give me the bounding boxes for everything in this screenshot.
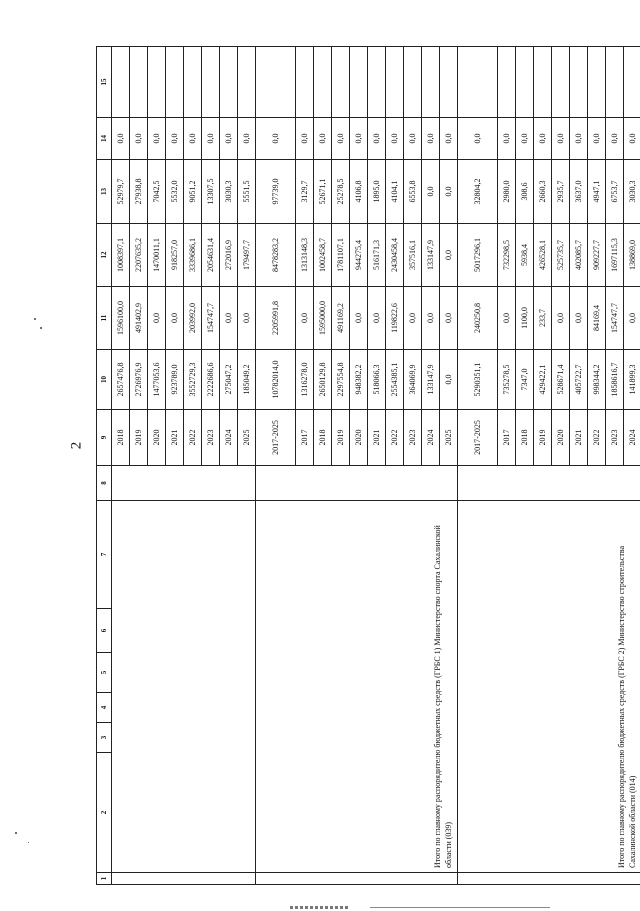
cell-col-15 xyxy=(148,47,166,118)
year-cell: 2020 xyxy=(552,410,570,466)
value-cell: 923789,0 xyxy=(166,350,184,410)
year-cell: 2021 xyxy=(368,410,386,466)
year-cell: 2024 xyxy=(422,410,440,466)
column-header: 14 xyxy=(97,118,112,160)
value-cell: 2054631,4 xyxy=(202,224,220,287)
value-cell: 7347,0 xyxy=(516,350,534,410)
value-cell: 0,0 xyxy=(440,350,458,410)
cell-col-15 xyxy=(184,47,202,118)
value-cell: 0,0 xyxy=(368,287,386,350)
value-cell: 0,0 xyxy=(256,118,296,160)
value-cell: 272016,9 xyxy=(220,224,238,287)
value-cell: 516171,3 xyxy=(368,224,386,287)
cell-col-15 xyxy=(606,47,624,118)
value-cell: 0,0 xyxy=(368,118,386,160)
value-cell: 0,0 xyxy=(296,287,314,350)
value-cell: 0,0 xyxy=(350,287,368,350)
column-header: 12 xyxy=(97,224,112,287)
value-cell: 402085,7 xyxy=(570,224,588,287)
year-cell: 2022 xyxy=(386,410,404,466)
value-cell: 1002458,7 xyxy=(314,224,332,287)
value-cell: 2650129,8 xyxy=(314,350,332,410)
value-cell: 528671,4 xyxy=(552,350,570,410)
cell-col-15 xyxy=(588,47,606,118)
scan-speck xyxy=(34,318,36,320)
value-cell: 0,0 xyxy=(166,287,184,350)
value-cell: 364069,9 xyxy=(404,350,422,410)
value-cell: 0,0 xyxy=(422,160,440,224)
value-cell: 1595000,0 xyxy=(314,287,332,350)
scan-speck xyxy=(15,832,17,834)
value-cell: 2980,0 xyxy=(498,160,516,224)
value-cell: 0,0 xyxy=(624,287,640,350)
scan-speck xyxy=(28,842,29,843)
year-cell: 2021 xyxy=(166,410,184,466)
value-cell: 0,0 xyxy=(440,287,458,350)
value-cell: 0,0 xyxy=(552,118,570,160)
cell-col-15 xyxy=(314,47,332,118)
value-cell: 0,0 xyxy=(498,287,516,350)
year-cell: 2018 xyxy=(516,410,534,466)
value-cell: 0,0 xyxy=(238,287,256,350)
value-cell: 525735,7 xyxy=(552,224,570,287)
value-cell: 518066,3 xyxy=(368,350,386,410)
value-cell: 4104,1 xyxy=(386,160,404,224)
value-cell: 1781107,1 xyxy=(332,224,350,287)
value-cell: 3030,3 xyxy=(220,160,238,224)
value-cell: 2660,3 xyxy=(534,160,552,224)
year-cell: 2017 xyxy=(296,410,314,466)
value-cell: 1316278,0 xyxy=(296,350,314,410)
cell-col-8 xyxy=(458,466,640,501)
value-cell: 998344,2 xyxy=(588,350,606,410)
value-cell: 2207635,2 xyxy=(130,224,148,287)
column-header: 3 xyxy=(97,723,112,753)
value-cell: 735278,5 xyxy=(498,350,516,410)
value-cell: 0,0 xyxy=(624,118,640,160)
value-cell: 0,0 xyxy=(534,118,552,160)
table-row xyxy=(112,47,130,885)
total-row xyxy=(256,47,296,885)
value-cell: 3637,0 xyxy=(570,160,588,224)
value-cell: 4947,1 xyxy=(588,160,606,224)
value-cell: 5532,0 xyxy=(166,160,184,224)
value-cell: 357516,1 xyxy=(404,224,422,287)
column-header: 10 xyxy=(97,350,112,410)
value-cell: 10782014,0 xyxy=(256,350,296,410)
year-cell: 2021 xyxy=(570,410,588,466)
value-cell: 0,0 xyxy=(404,287,422,350)
year-cell: 2022 xyxy=(588,410,606,466)
value-cell: 7042,5 xyxy=(148,160,166,224)
value-cell: 0,0 xyxy=(458,118,498,160)
cell-col-15 xyxy=(238,47,256,118)
value-cell: 0,0 xyxy=(422,118,440,160)
value-cell: 2297554,8 xyxy=(332,350,350,410)
cell-col-15 xyxy=(256,47,296,118)
value-cell: 133147,9 xyxy=(422,350,440,410)
column-header: 4 xyxy=(97,693,112,723)
cell-col-15 xyxy=(350,47,368,118)
value-cell: 308,6 xyxy=(516,160,534,224)
page-number: 2 xyxy=(68,441,85,450)
value-cell: 154747,7 xyxy=(202,287,220,350)
value-cell: 1596100,0 xyxy=(112,287,130,350)
year-cell: 2019 xyxy=(534,410,552,466)
value-cell: 1470011,1 xyxy=(148,224,166,287)
value-cell: 1477053,6 xyxy=(148,350,166,410)
section-label xyxy=(112,501,256,873)
value-cell: 491169,2 xyxy=(332,287,350,350)
cell-col-15 xyxy=(404,47,422,118)
cell-col-15 xyxy=(166,47,184,118)
year-cell: 2023 xyxy=(606,410,624,466)
value-cell: 732298,5 xyxy=(498,224,516,287)
value-cell: 203992,0 xyxy=(184,287,202,350)
cell-col-15 xyxy=(534,47,552,118)
value-cell: 52671,1 xyxy=(314,160,332,224)
value-cell: 5551,5 xyxy=(238,160,256,224)
value-cell: 6553,8 xyxy=(404,160,422,224)
value-cell: 179497,7 xyxy=(238,224,256,287)
year-cell: 2024 xyxy=(220,410,238,466)
value-cell: 948382,2 xyxy=(350,350,368,410)
value-cell: 0,0 xyxy=(350,118,368,160)
value-cell: 0,0 xyxy=(166,118,184,160)
year-cell: 2017-2025 xyxy=(458,410,498,466)
value-cell: 0,0 xyxy=(422,287,440,350)
year-cell: 2023 xyxy=(202,410,220,466)
value-cell: 1858616,7 xyxy=(606,350,624,410)
value-cell: 0,0 xyxy=(552,287,570,350)
value-cell: 0,0 xyxy=(184,118,202,160)
value-cell: 0,0 xyxy=(238,118,256,160)
year-cell: 2020 xyxy=(148,410,166,466)
total-row xyxy=(458,47,498,885)
cell-col-15 xyxy=(440,47,458,118)
value-cell: 1895,0 xyxy=(368,160,386,224)
value-cell: 25278,5 xyxy=(332,160,350,224)
value-cell: 2222686,6 xyxy=(202,350,220,410)
section-label: Итого по главному распорядителю бюджетных средств (ГРБС 1) Министерство спорта Сахалинской области (039) xyxy=(256,501,458,873)
value-cell: 3030,3 xyxy=(624,160,640,224)
value-cell: 0,0 xyxy=(112,118,130,160)
value-cell: 0,0 xyxy=(148,287,166,350)
year-cell: 2024 xyxy=(624,410,640,466)
rotated-table-container xyxy=(96,47,637,885)
cell-col-8 xyxy=(112,466,256,501)
year-cell: 2022 xyxy=(184,410,202,466)
cell-col-15 xyxy=(386,47,404,118)
cell-col-15 xyxy=(624,47,640,118)
value-cell: 5290351,1 xyxy=(458,350,498,410)
value-cell: 491402,9 xyxy=(130,287,148,350)
value-cell: 5017296,1 xyxy=(458,224,498,287)
value-cell: 119822,6 xyxy=(386,287,404,350)
year-cell: 2025 xyxy=(440,410,458,466)
scan-speck xyxy=(40,327,42,329)
scan-mark xyxy=(290,906,350,909)
value-cell: 52979,7 xyxy=(112,160,130,224)
value-cell: 2657476,8 xyxy=(112,350,130,410)
column-header: 2 xyxy=(97,753,112,873)
value-cell: 429422,1 xyxy=(534,350,552,410)
value-cell: 0,0 xyxy=(570,287,588,350)
year-cell: 2017 xyxy=(498,410,516,466)
value-cell: 240250,8 xyxy=(458,287,498,350)
value-cell: 918257,0 xyxy=(166,224,184,287)
cell-col-8 xyxy=(256,466,458,501)
value-cell: 0,0 xyxy=(440,118,458,160)
cell-col-15 xyxy=(130,47,148,118)
year-cell: 2020 xyxy=(350,410,368,466)
value-cell: 0,0 xyxy=(498,118,516,160)
year-cell: 2019 xyxy=(130,410,148,466)
value-cell: 3129,7 xyxy=(296,160,314,224)
cell-col-15 xyxy=(296,47,314,118)
value-cell: 133147,9 xyxy=(422,224,440,287)
column-header: 1 xyxy=(97,873,112,885)
value-cell: 84169,4 xyxy=(588,287,606,350)
cell-col-15 xyxy=(458,47,498,118)
value-cell: 0,0 xyxy=(440,224,458,287)
value-cell: 2935,7 xyxy=(552,160,570,224)
value-cell: 141899,3 xyxy=(624,350,640,410)
value-cell: 1008397,1 xyxy=(112,224,130,287)
value-cell: 0,0 xyxy=(404,118,422,160)
value-cell: 5938,4 xyxy=(516,224,534,287)
value-cell: 97739,0 xyxy=(256,160,296,224)
year-cell: 2023 xyxy=(404,410,422,466)
value-cell: 9051,2 xyxy=(184,160,202,224)
year-cell: 2018 xyxy=(112,410,130,466)
value-cell: 0,0 xyxy=(588,118,606,160)
year-cell: 2017-2025 xyxy=(256,410,296,466)
column-header: 7 xyxy=(97,501,112,609)
cell-col-15 xyxy=(570,47,588,118)
value-cell: 275047,2 xyxy=(220,350,238,410)
value-cell: 944275,4 xyxy=(350,224,368,287)
column-header: 13 xyxy=(97,160,112,224)
value-cell: 138869,0 xyxy=(624,224,640,287)
value-cell: 27938,8 xyxy=(130,160,148,224)
section-label: Итого по главному распорядителю бюджетных средств (ГРБС 2) Министерство строительства Сахалинской области (014) xyxy=(458,501,640,873)
year-cell: 2025 xyxy=(238,410,256,466)
value-cell: 1100,0 xyxy=(516,287,534,350)
value-cell: 426528,1 xyxy=(534,224,552,287)
cell-col-15 xyxy=(202,47,220,118)
cell-col-15 xyxy=(498,47,516,118)
cell-col-15 xyxy=(368,47,386,118)
value-cell: 2726976,9 xyxy=(130,350,148,410)
value-cell: 8478283,2 xyxy=(256,224,296,287)
value-cell: 0,0 xyxy=(386,118,404,160)
header-row xyxy=(97,47,112,885)
column-header: 6 xyxy=(97,609,112,653)
value-cell: 0,0 xyxy=(332,118,350,160)
value-cell: 0,0 xyxy=(148,118,166,160)
value-cell: 0,0 xyxy=(202,118,220,160)
cell-col-15 xyxy=(332,47,350,118)
value-cell: 0,0 xyxy=(314,118,332,160)
year-cell: 2018 xyxy=(314,410,332,466)
value-cell: 154747,7 xyxy=(606,287,624,350)
value-cell: 185049,2 xyxy=(238,350,256,410)
value-cell: 233,7 xyxy=(534,287,552,350)
value-cell: 3339686,1 xyxy=(184,224,202,287)
cell-col-1 xyxy=(458,873,640,885)
table-body xyxy=(112,47,640,885)
value-cell: 1697115,3 xyxy=(606,224,624,287)
value-cell: 1313148,3 xyxy=(296,224,314,287)
cell-col-15 xyxy=(422,47,440,118)
value-cell: 0,0 xyxy=(220,287,238,350)
value-cell: 909227,7 xyxy=(588,224,606,287)
year-cell: 2019 xyxy=(332,410,350,466)
value-cell: 0,0 xyxy=(130,118,148,160)
scan-line xyxy=(370,907,550,908)
value-cell: 6753,7 xyxy=(606,160,624,224)
column-header: 11 xyxy=(97,287,112,350)
value-cell: 0,0 xyxy=(606,118,624,160)
cell-col-1 xyxy=(256,873,458,885)
cell-col-15 xyxy=(112,47,130,118)
cell-col-1 xyxy=(112,873,256,885)
cell-col-15 xyxy=(552,47,570,118)
budget-table xyxy=(96,46,640,885)
value-cell: 3552729,3 xyxy=(184,350,202,410)
cell-col-15 xyxy=(516,47,534,118)
value-cell: 0,0 xyxy=(296,118,314,160)
column-header: 5 xyxy=(97,653,112,693)
column-header: 8 xyxy=(97,466,112,501)
cell-col-15 xyxy=(220,47,238,118)
value-cell: 13307,5 xyxy=(202,160,220,224)
value-cell: 2205991,8 xyxy=(256,287,296,350)
value-cell: 0,0 xyxy=(570,118,588,160)
value-cell: 32804,2 xyxy=(458,160,498,224)
value-cell: 2430458,4 xyxy=(386,224,404,287)
value-cell: 0,0 xyxy=(516,118,534,160)
value-cell: 0,0 xyxy=(220,118,238,160)
value-cell: 405722,7 xyxy=(570,350,588,410)
value-cell: 4106,8 xyxy=(350,160,368,224)
column-header: 9 xyxy=(97,410,112,466)
value-cell: 0,0 xyxy=(440,160,458,224)
value-cell: 2554385,1 xyxy=(386,350,404,410)
column-header: 15 xyxy=(97,47,112,118)
